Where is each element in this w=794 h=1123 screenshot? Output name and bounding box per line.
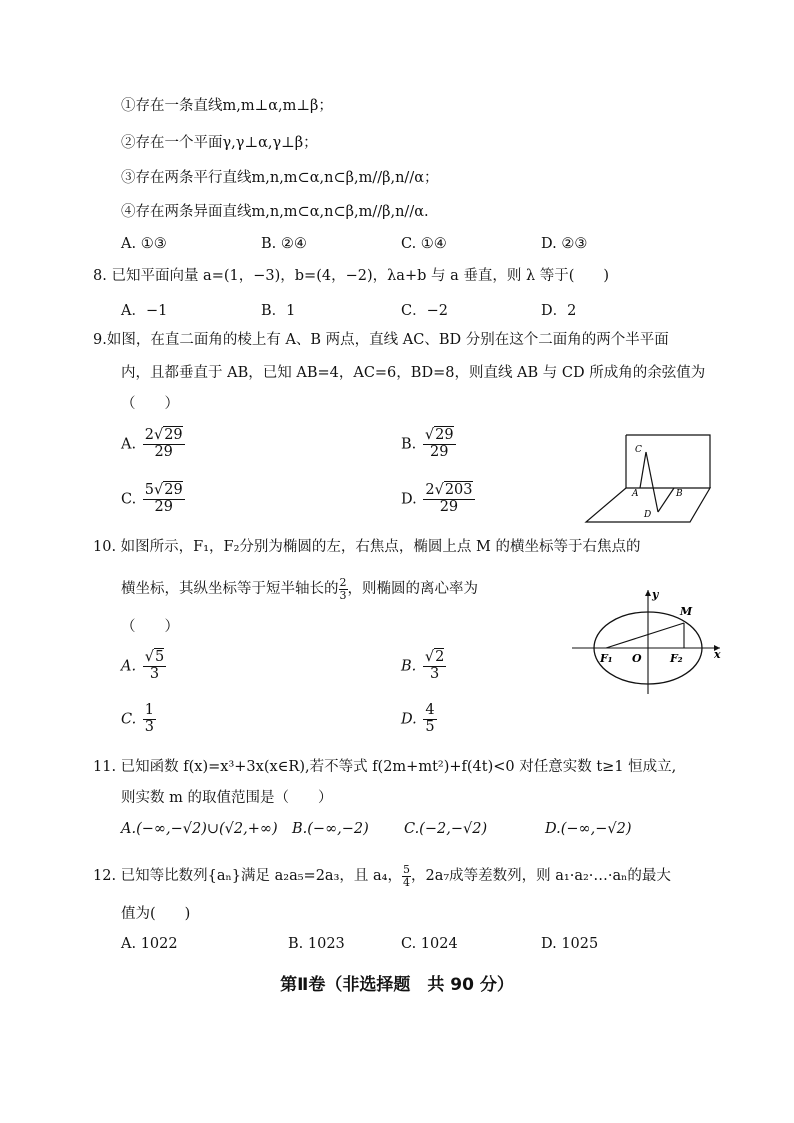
q10-option-b: B. $\frac{√2}{3}$ <box>401 649 445 682</box>
q9-stem-line-3: （ ） <box>121 396 179 412</box>
denominator: 5 <box>425 718 435 735</box>
segment-bd <box>658 488 674 512</box>
q12-stem-line-1 <box>93 864 671 888</box>
radicand: 203 <box>444 482 473 498</box>
q10-stem-line-2 <box>121 577 478 601</box>
q12-stem-line-2: 值为( ) <box>121 906 191 922</box>
q8-option-b: B．1 <box>261 303 296 319</box>
option-label: C. <box>121 711 137 728</box>
radicand: 29 <box>435 427 454 443</box>
q9-stem-line-1: 9.如图，在直二面角的棱上有 A、B 两点，直线 AC、BD 分别在这个二面角的两个半平面 <box>93 332 669 348</box>
label-b: B <box>676 489 683 499</box>
q12-option-b: B. 1023 <box>288 936 345 952</box>
q7-option-b: B. ②④ <box>261 236 307 252</box>
segment-f1m <box>606 623 684 648</box>
q8-option-a: A．−1 <box>121 303 168 319</box>
q10-option-a: A. $\frac{√5}{3}$ <box>121 649 165 682</box>
numerator: 2 <box>339 576 347 589</box>
q8-option-c: C．−2 <box>401 303 448 319</box>
denominator: 3 <box>144 718 155 735</box>
option-label: D. <box>401 491 417 508</box>
q11-option-d: D.(−∞,−√2) <box>545 821 632 837</box>
label-y: y <box>652 588 659 601</box>
q7-statement-4: ④存在两条异面直线m,n,m⊂α,n⊂β,m//β,n//α. <box>121 204 429 220</box>
option-label: C. <box>121 491 137 508</box>
q10-stem-line-3: （ ） <box>121 619 179 635</box>
q9-dihedral-figure <box>580 430 720 530</box>
q11-stem-line-1: 11. 已知函数 f(x)=x³+3x(x∈R),若不等式 f(2m+mt²)+f(4t)<0 对任意实数 t≥1 恒成立, <box>93 759 677 775</box>
label-m: M <box>680 605 693 618</box>
denominator: 29 <box>439 498 459 515</box>
q9-option-a: A. $\frac{2√29}{29}$ <box>121 427 183 460</box>
q9-stem-line-2: 内，且都垂直于 AB，已知 AB=4，AC=6，BD=8，则直线 AB 与 CD 所成角的余弦值为 <box>121 365 706 381</box>
q9-option-d: D. $\frac{2√203}{29}$ <box>401 482 473 515</box>
five-fourths-fraction <box>402 864 411 888</box>
label-o: O <box>632 652 642 665</box>
label-c: C <box>635 445 642 455</box>
coef: 2 <box>144 427 154 443</box>
q8-stem: 8. 已知平面向量 a=(1，−3)，b=(4，−2)，λa+b 与 a 垂直，则 λ 等于( ) <box>93 268 610 284</box>
q7-statement-1: ①存在一条直线m,m⊥α,m⊥β； <box>121 98 333 114</box>
segment-ac <box>640 452 646 488</box>
segment-cd <box>646 452 658 512</box>
numerator: 5 <box>402 863 410 876</box>
coef: 2 <box>425 482 435 498</box>
section-title: 第Ⅱ卷（非选择题 共 90 分） <box>280 975 514 995</box>
denominator: 3 <box>339 588 347 602</box>
radicand: 5 <box>154 649 165 665</box>
two-thirds-fraction <box>339 577 348 601</box>
label-x: x <box>714 648 721 661</box>
option-label: A. <box>121 658 137 675</box>
q10-line-2a: 横坐标，其纵坐标等于短半轴长的 <box>121 581 339 598</box>
option-label: B. <box>401 658 417 675</box>
q10-line-2b: ，则椭圆的离心率为 <box>347 581 478 598</box>
option-label: A. <box>121 436 137 453</box>
label-d: D <box>644 510 652 520</box>
q7-option-d: D. ②③ <box>541 236 588 252</box>
q10-ellipse-figure <box>568 586 726 698</box>
q9-option-c: C. $\frac{5√29}{29}$ <box>121 482 183 515</box>
q11-option-b: B.(−∞,−2) <box>292 821 369 837</box>
denominator: 3 <box>430 665 440 682</box>
label-a: A <box>632 489 639 499</box>
denominator: 29 <box>154 498 173 515</box>
q10-option-c <box>121 703 158 736</box>
q8-option-d: D．2 <box>541 303 577 319</box>
q12-line-1b: ，2a₇成等差数列，则 a₁·a₂·…·aₙ的最大 <box>410 868 671 885</box>
q11-stem-line-2: 则实数 m 的取值范围是（ ） <box>121 790 333 806</box>
q12-line-1a: 12. 已知等比数列{aₙ}满足 a₂a₅=2a₃，且 a₄， <box>93 868 402 885</box>
q7-statement-3: ③存在两条平行直线m,n,m⊂α,n⊂β,m//β,n//α； <box>121 170 439 186</box>
radicand: 29 <box>164 427 183 443</box>
q12-option-d: D. 1025 <box>541 936 599 952</box>
radicand: 2 <box>435 649 445 665</box>
q10-option-d <box>401 703 439 736</box>
denominator: 29 <box>430 443 449 460</box>
q9-option-b: B. $\frac{√29}{29}$ <box>401 427 454 460</box>
q11-option-a: A.(−∞,−√2)∪(√2,+∞) <box>121 821 278 837</box>
option-label: D. <box>401 711 417 728</box>
coef: 5 <box>144 482 155 498</box>
y-axis-arrow <box>645 590 651 596</box>
q7-option-c: C. ①④ <box>401 236 447 252</box>
radicand: 29 <box>164 482 183 498</box>
q12-option-a: A. 1022 <box>121 936 178 952</box>
q7-option-a: A. ①③ <box>121 236 167 252</box>
q12-option-c: C. 1024 <box>401 936 458 952</box>
q10-stem-line-1: 10. 如图所示，F₁，F₂分别为椭圆的左，右焦点，椭圆上点 M 的横坐标等于右焦点的 <box>93 539 641 555</box>
q7-statement-2: ②存在一个平面γ,γ⊥α,γ⊥β； <box>121 135 318 151</box>
vertical-plane <box>626 435 710 488</box>
label-f2: F₂ <box>670 652 683 665</box>
denominator: 29 <box>154 443 173 460</box>
denominator: 3 <box>149 665 160 682</box>
label-f1: F₁ <box>600 652 613 665</box>
q11-option-c: C.(−2,−√2) <box>404 821 488 837</box>
numerator: 4 <box>425 702 435 718</box>
numerator: 1 <box>144 702 155 718</box>
option-label: B. <box>401 436 417 453</box>
denominator: 4 <box>402 875 410 889</box>
